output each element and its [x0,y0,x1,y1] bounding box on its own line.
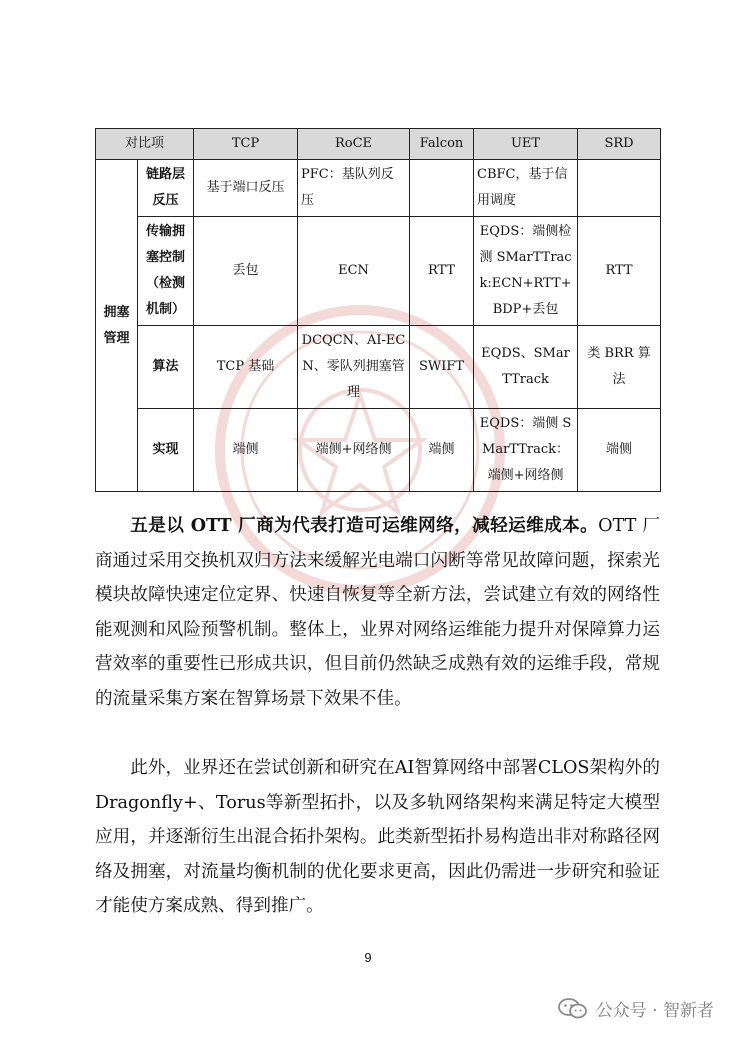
uet-cell: CBFC，基于信用调度 [474,160,578,217]
tcp-cell: 丢包 [194,217,298,326]
srd-cell [578,160,661,217]
table-header-row [96,129,661,160]
roce-cell: 端侧+网络侧 [298,409,410,492]
header-compare-item: 对比项 [96,129,194,160]
paragraph-ott-heading: 五是以 OTT 厂商为代表打造可运维网络，减轻运维成本。 [130,515,599,536]
roce-cell: PFC：基队列反压 [298,160,410,217]
watermark-text: 公众号 · 智新者 [595,1001,714,1021]
sub-item-cell: 链路层反压 [138,160,194,217]
paragraph-topology: 此外，业界还在尝试创新和研究在AI智算网络中部署CLOS架构外的Dragonfly+、Torus等新型拓扑，以及多轨网络架构来满足特定大模型应用，并逐渐衍生出混合拓扑架构。此类新型拓扑易构造出非对称路径网络及拥塞，对流量均衡机制的优化要求更高，因此仍需进一步研究和验证才能使方案成熟、得到推广。 [95,758,660,917]
sub-item-cell: 实现 [138,409,194,492]
tcp-cell: 基于端口反压 [194,160,298,217]
wechat-chat-icon [558,997,588,1021]
uet-cell: EQDS：端侧 SMarTTrack：端侧+网络侧 [474,409,578,492]
srd-cell: RTT [578,217,661,326]
falcon-cell: 端侧 [410,409,474,492]
table-row [96,409,661,492]
uet-cell: EQDS、SMarTTrack [474,326,578,409]
comparison-table [95,128,661,492]
table-row [96,326,661,409]
paragraph-ott [95,509,660,717]
category-cell: 拥塞管理 [96,160,138,492]
srd-cell: 类 BRR 算法 [578,326,661,409]
header-falcon: Falcon [410,129,474,160]
header-tcp: TCP [194,129,298,160]
falcon-cell: RTT [410,217,474,326]
tcp-cell: 端侧 [194,409,298,492]
header-roce: RoCE [298,129,410,160]
account-watermark [558,996,714,1021]
srd-cell: 端侧 [578,409,661,492]
roce-cell: ECN [298,217,410,326]
sub-item-cell: 传输拥塞控制（检测机制） [138,217,194,326]
table-row [96,217,661,326]
header-uet: UET [474,129,578,160]
sub-item-cell: 算法 [138,326,194,409]
header-srd: SRD [578,129,661,160]
tcp-cell: TCP 基础 [194,326,298,409]
table-row [96,160,661,217]
paragraph-ott-body: OTT 厂商通过采用交换机双归方法来缓解光电端口闪断等常见故障问题，探索光模块故障快速定位定界、快速自恢复等全新方法，尝试建立有效的网络性能观测和风险预警机制。整体上，业界对网络运维能力提升对保障算力运营效率的重要性已形成共识，但目前仍然缺乏成熟有效的运维手段，常规的流量采集方案在智算场景下效果不佳。 [95,516,660,709]
falcon-cell [410,160,474,217]
roce-cell: DCQCN、AI-ECN、零队列拥塞管理 [298,326,410,409]
falcon-cell: SWIFT [410,326,474,409]
page-number: 9 [364,950,372,965]
uet-cell: EQDS：端侧检测 SMarTTrack:ECN+RTT+BDP+丢包 [474,217,578,326]
